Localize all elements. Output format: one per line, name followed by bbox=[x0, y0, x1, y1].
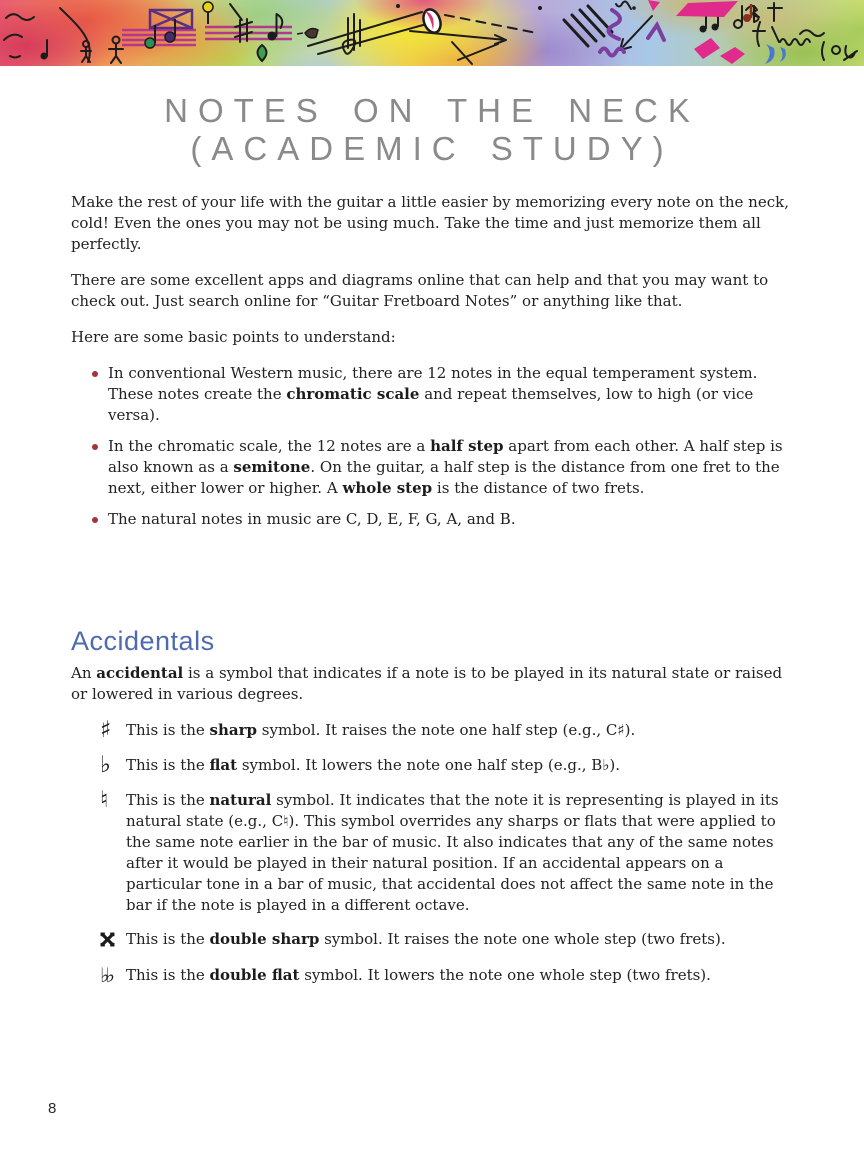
double-flat-icon: ♭♭ bbox=[100, 963, 111, 987]
page-title bbox=[0, 92, 864, 168]
page-content bbox=[0, 192, 864, 987]
intro-block bbox=[71, 192, 793, 348]
flat-description: This is the flat symbol. It lowers the note one half step (e.g., B♭). bbox=[126, 756, 620, 774]
list-item-natural-notes: The natural notes in music are C, D, E, F, G, A, and B. bbox=[71, 509, 793, 530]
flat-icon: ♭ bbox=[100, 752, 111, 778]
double-sharp-icon bbox=[100, 928, 126, 952]
sharp-description: This is the sharp symbol. It raises the note one half step (e.g., C♯). bbox=[126, 721, 636, 739]
intro-paragraph-3: Here are some basic points to understand: bbox=[71, 328, 396, 346]
accidentals-heading: Accidentals bbox=[71, 626, 215, 656]
natural-description: This is the natural symbol. It indicates that the note it is representing is played in its natural state (e.g., C♮). This symbol overrides any sharps or flats that were applied to the same note earlier in the bar of music. It also indicates that any of the same notes after it would be played in their natural position. If an accidental appears on a particular tone in a bar of music, that accidental does not affect the same note in the bar if the note is played in a different octave. bbox=[126, 791, 779, 914]
basic-points-list bbox=[71, 363, 793, 530]
page-number: 8 bbox=[48, 1100, 57, 1117]
accidentals-intro: An accidental is a symbol that indicates if a note is to be played in its natural state or raised or lowered in various degrees. bbox=[71, 664, 783, 703]
double-flat-description: This is the double flat symbol. It lowers the note one whole step (two frets). bbox=[126, 966, 711, 984]
double-flat-symbol-row bbox=[100, 965, 793, 987]
natural-icon: ♮ bbox=[100, 787, 109, 813]
page-title-line1: NOTES ON THE NECK bbox=[164, 92, 700, 129]
sharp-symbol-row bbox=[100, 717, 793, 743]
sharp-icon: ♯ bbox=[100, 717, 112, 743]
flat-symbol-row bbox=[100, 752, 793, 778]
music-doodles-illustration bbox=[0, 0, 864, 66]
intro-paragraph-2: There are some excellent apps and diagrams online that can help and that you may want to check out. Just search online for “Guitar Fretboard Notes” or anything like that. bbox=[71, 271, 769, 310]
symbols-list bbox=[100, 717, 793, 987]
double-sharp-description: This is the double sharp symbol. It raises the note one whole step (two frets). bbox=[126, 930, 726, 948]
page-title-line2: (ACADEMIC STUDY) bbox=[190, 130, 674, 167]
accidentals-section bbox=[71, 626, 793, 987]
list-item-chromatic-scale: In conventional Western music, there are 12 notes in the equal temperament system. These notes create the chromatic scale and repeat themselves, low to high (or vice versa). bbox=[71, 363, 793, 426]
list-item-half-step: In the chromatic scale, the 12 notes are a half step apart from each other. A half step is also known as a semitone. On the guitar, a half step is the distance from one fret to the next, either lower or higher. A whole step is the distance of two frets. bbox=[71, 436, 793, 499]
intro-paragraph-1: Make the rest of your life with the guitar a little easier by memorizing every note on the neck, cold! Even the ones you may not be using much. Take the time and just memorize them all perfectly. bbox=[71, 193, 789, 253]
natural-symbol-row bbox=[100, 787, 793, 916]
header-artwork bbox=[0, 0, 864, 66]
double-sharp-symbol-row bbox=[100, 929, 793, 952]
